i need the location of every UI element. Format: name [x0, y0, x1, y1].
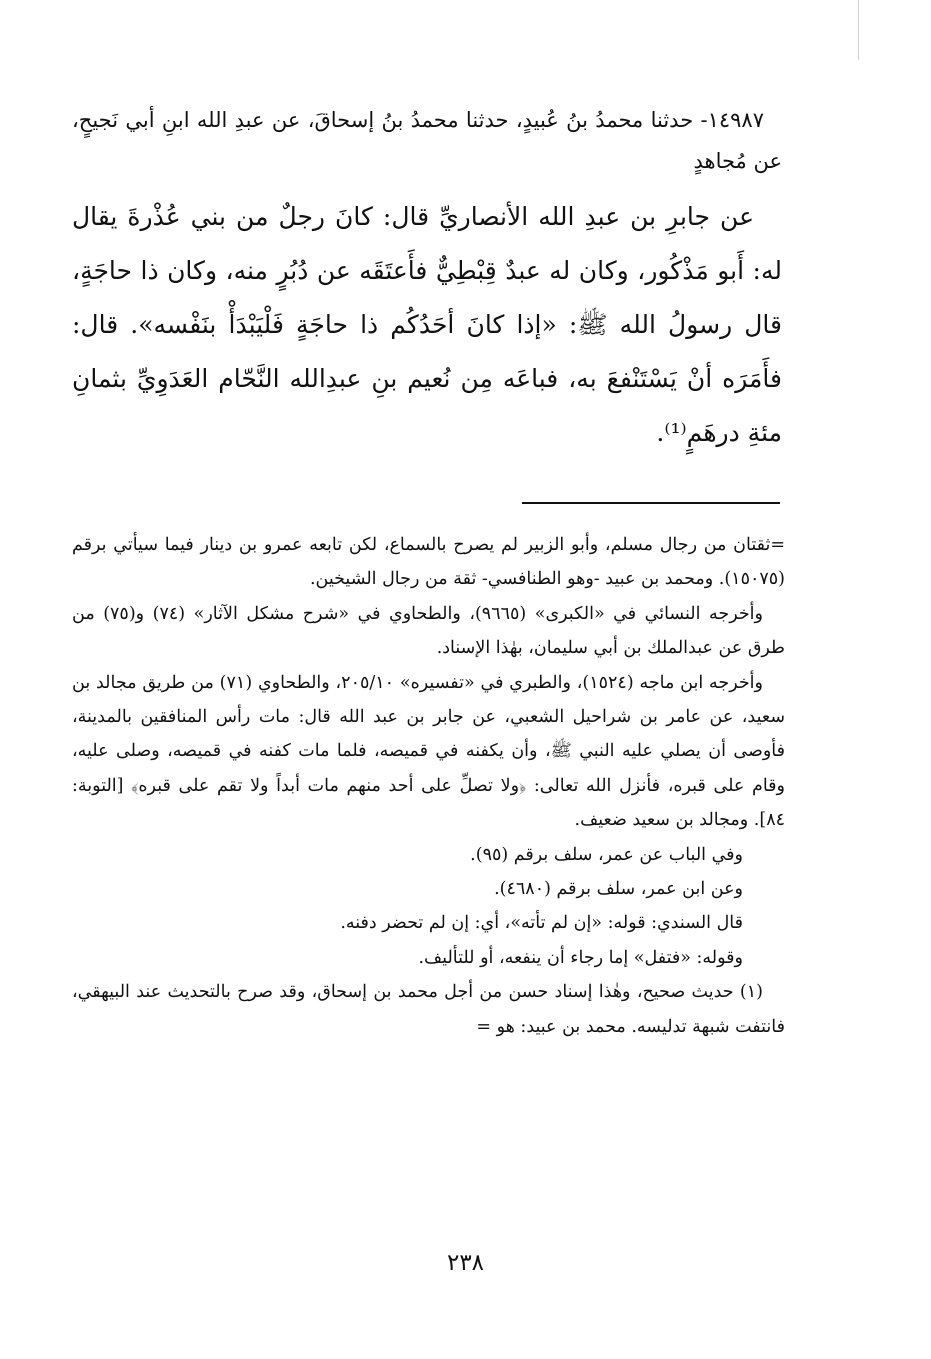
footnote-paragraph: وأخرجه النسائي في «الكبرى» (٩٦٦٥)، والطحاوي في «شرح مشكل الآثار» (٧٤) و(٧٥) من طرق عن عبدالملك بن أبي سليمان، بهٰذا الإسناد. — [72, 603, 785, 659]
hadith-matn: عن جابرِ بن عبدِ الله الأنصاريِّ قال: كانَ رجلٌ من بني عُذْرةَ يقال له: أَبو مَذْكُور، وكان له عبدٌ قِبْطِيٌّ فأَعتَقَه عن دُبُرٍ منه، وكان ذا حاجَةٍ، قال رسولُ الله ﷺ: «إذا كانَ أحَدُكُم ذا حاجَةٍ فَلْيَبْدَأْ بنَفْسه». قال: فأَمَرَه أنْ يَسْتَنْفعَ به، فباعَه مِن نُعيم بنِ عبدِالله النَّحّام العَدَوِيِّ بثمانِ مئةِ درهَمٍ⁽¹⁾. — [72, 202, 782, 447]
page-number: ٢٣٨ — [446, 1250, 485, 1276]
page-edge-line — [858, 0, 859, 60]
footnote-separator — [522, 502, 780, 504]
footnote-paragraph: (١) حديث صحيح، وهٰذا إسناد حسن من أجل محمد بن إسحاق، وقد صرح بالتحديث عند البيهقي، فانتفت شبهة تدليسه. محمد بن عبيد: هو = — [72, 982, 785, 1037]
footnote-paragraph: وفي الباب عن عمر، سلف برقم (٩٥). — [470, 844, 743, 865]
footnote-paragraph: =ثقتان من رجال مسلم، وأبو الزبير لم يصرح بالسماع، لكن تابعه عمرو بن دينار فيما سيأتي برقم (١٥٠٧٥). ومحمد بن عبيد -وهو الطنافسي- ثقة من رجال الشيخين. — [72, 535, 785, 590]
footnote-paragraph: وقوله: «فتفل» إما رجاء أن ينفعه، أو للتأليف. — [418, 947, 743, 968]
hadith-isnad: ١٤٩٨٧- حدثنا محمدُ بنُ عُبيدٍ، حدثنا محمدُ بنُ إسحاقَ، عن عبدِ الله ابنِ أبي نَجيحٍ، عن مُجاهدٍ — [72, 108, 782, 173]
hadith-main-text — [72, 100, 782, 460]
footnote-paragraph: وأخرجه ابن ماجه (١٥٢٤)، والطبري في «تفسيره» ٢٠٥/١٠، والطحاوي (٧١) من طريق مجالد بن سعيد، عن عامر بن شراحيل الشعبي، عن جابر بن عبد الله قال: مات رأس المنافقين بالمدينة، فأوصى أن يصلي عليه النبي ﷺ، وأن يكفنه في قميصه، فلما مات كفنه في قميصه، وصلى عليه، وقام على قبره، فأنزل الله تعالى: ﴿ولا تصلِّ على أحد منهم مات أبداً ولا تقم على قبره﴾ [التوبة: ٨٤]. ومجالد بن سعيد ضعيف. — [72, 672, 785, 831]
footnote-paragraph: قال السندي: قوله: «إن لم تأته»، أي: إن لم تحضر دفنه. — [340, 913, 743, 934]
footnote-paragraph: وعن ابن عمر، سلف برقم (٤٦٨٠). — [494, 879, 743, 900]
footnotes-section — [72, 528, 785, 1044]
